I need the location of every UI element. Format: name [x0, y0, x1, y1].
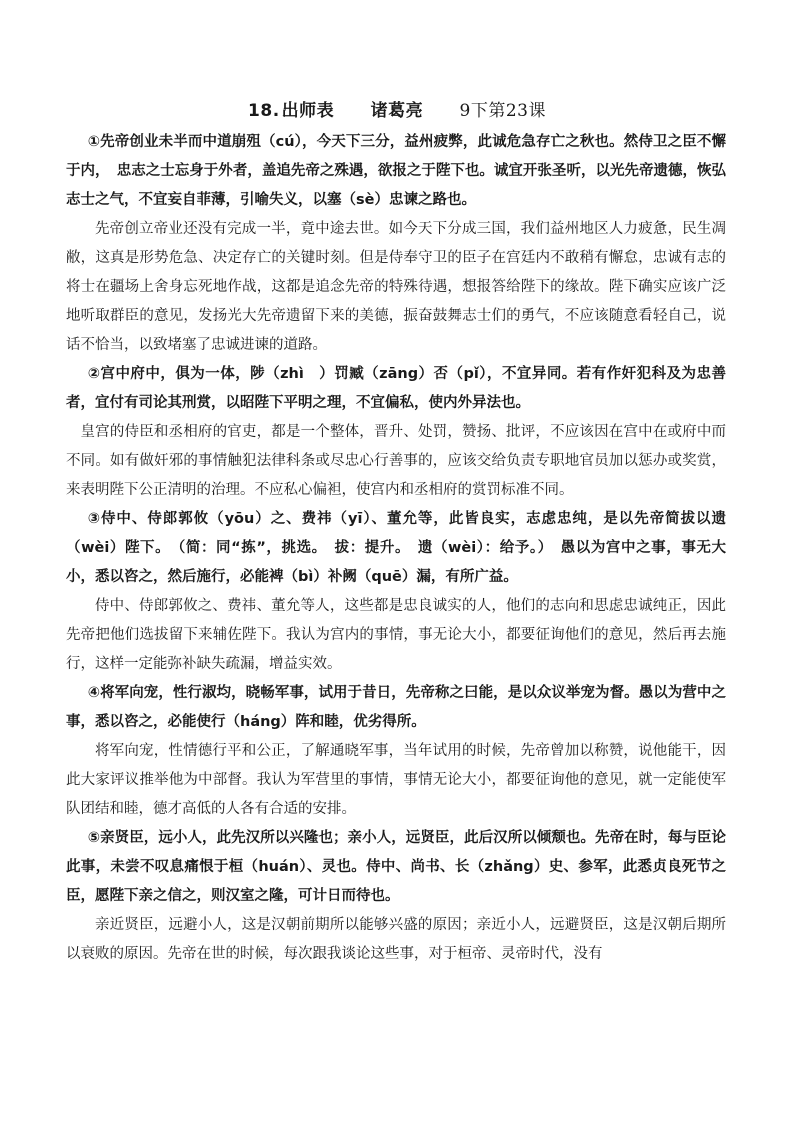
- translation-paragraph: 侍中、侍郎郭攸之、费祎、董允等人，这些都是忠良诚实的人，他们的志向和思虑忠诚纯正，因此先帝把他们选拔留下来辅佐陛下。我认为宫内的事情，事无论大小，都要征询他们的意见，然后再去施行，这样一定能弥补缺失疏漏，增益实效。: [66, 598, 726, 672]
- title-name: 出师表: [281, 101, 335, 121]
- title-number: 18.: [248, 101, 280, 121]
- original-text-paragraph: ④将军向宠，性行淑均，晓畅军事，试用于昔日，先帝称之曰能，是以众议举宠为督。愚以为营中之事，悉以咨之，必能使行（háng）阵和睦，优劣得所。: [66, 685, 726, 730]
- original-text-paragraph: ③侍中、侍郎郭攸（yōu）之、费祎（yī）、董允等，此皆良实，志虑忠纯，是以先帝简拔以遗（wèi）陛下。 （简：同“拣”，挑选。 拔：提升。 遗（wèi）：给予。） 愚以为宫中之事，事无大小，悉以咨之，然后施行，必能裨（bì）补阙（quē）漏，有所广益。: [66, 511, 726, 585]
- original-text-paragraph: ⑤亲贤臣，远小人，此先汉所以兴隆也；亲小人，远贤臣，此后汉所以倾颓也。先帝在时，每与臣论此事，未尝不叹息痛恨于桓（huán）、灵也。侍中、尚书、长（zhǎng）史、参军，此悉贞良死节之臣，愿陛下亲之信之，则汉室之隆，可计日而待也。: [66, 830, 726, 904]
- translation-paragraph: 先帝创立帝业还没有完成一半，竟中途去世。如今天下分成三国，我们益州地区人力疲惫，民生凋敝，这真是形势危急、决定存亡的关键时刻。但是侍奉守卫的臣子在宫廷内不敢稍有懈怠，忠诚有志的将士在疆场上舍身忘死地作战，这都是追念先帝的特殊待遇，想报答给陛下的缘故。陛下确实应该广泛地听取群臣的意见，发扬光大先帝遗留下来的美德，振奋鼓舞志士们的勇气，不应该随意看轻自己，说话不恰当，以致堵塞了忠诚进谏的道路。: [66, 221, 726, 353]
- lesson-title: [0, 96, 794, 121]
- translation-paragraph: 亲近贤臣，远避小人，这是汉朝前期所以能够兴盛的原因；亲近小人，远避贤臣，这是汉朝后期所以衰败的原因。先帝在世的时候，每次跟我谈论这些事，对于桓帝、灵帝时代，没有: [66, 917, 726, 962]
- translation-paragraph: 将军向宠，性情德行平和公正，了解通晓军事，当年试用的时候，先帝曾加以称赞，说他能干，因此大家评议推举他为中部督。我认为军营里的事情，事情无论大小，都要征询他的意见，就一定能使军队团结和睦，德才高低的人各有合适的安排。: [66, 743, 726, 817]
- text-body: [66, 128, 726, 969]
- title-lesson: 9下第23课: [459, 101, 546, 121]
- translation-paragraph: 皇宫的侍臣和丞相府的官吏，都是一个整体，晋升、处罚，赞扬、批评，不应该因在宫中在或府中而不同。如有做奸邪的事情触犯法律科条或尽忠心行善事的，应该交给负责专职地官员加以惩办或奖赏，来表明陛下公正清明的治理。不应私心偏袒，使宫内和丞相府的赏罚标准不同。: [66, 424, 726, 498]
- original-text-paragraph: ②宫中府中，俱为一体，陟（zhì ）罚臧（zāng）否（pǐ），不宜异同。若有作奸犯科及为忠善者，宜付有司论其刑赏，以昭陛下平明之理，不宜偏私，使内外异法也。: [66, 366, 726, 411]
- title-author: 诸葛亮: [370, 101, 424, 121]
- original-text-paragraph: ①先帝创业未半而中道崩殂（cú），今天下三分，益州疲弊，此诚危急存亡之秋也。然侍卫之臣不懈于内， 忠志之士忘身于外者，盖追先帝之殊遇，欲报之于陛下也。诚宜开张圣听，以光先帝遗德，恢弘志士之气，不宜妄自菲薄，引喻失义，以塞（sè）忠谏之路也。: [66, 134, 726, 208]
